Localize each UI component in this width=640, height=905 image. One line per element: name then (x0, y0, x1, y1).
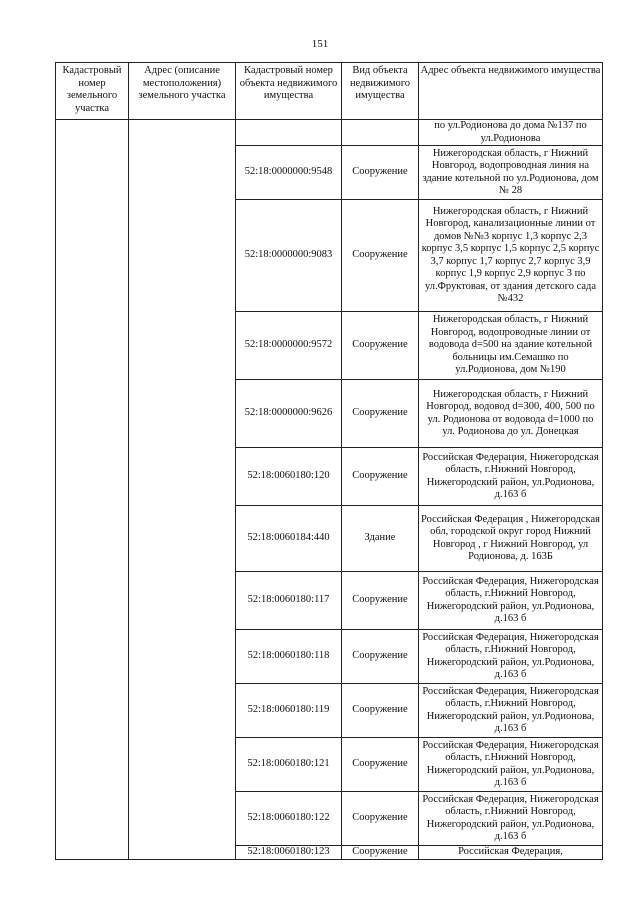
land-cadastral-cell (56, 120, 129, 860)
object-address-cell: Российская Федерация, Нижегородская область, г.Нижний Новгород, Нижегородский район, ул.Родионова, д.163 б (419, 684, 603, 738)
header-land-address: Адрес (описание местоположения) земельного участка (129, 63, 236, 120)
object-cadastral-cell: 52:18:0060180:121 (236, 738, 342, 792)
object-address-cell: Российская Федерация, Нижегородская область, г.Нижний Новгород, Нижегородский район, ул.Родионова, д.163 б (419, 448, 603, 506)
object-type-cell: Сооружение (342, 846, 419, 860)
object-type-cell: Сооружение (342, 738, 419, 792)
object-address-cell: Нижегородская область, г Нижний Новгород, канализационные линии от домов №№3 корпус 1,3 корпус 2,3 корпус 3,5 корпус 1,5 корпус 2,5 корпус 3,7 корпус 1,7 корпус 2,7 корпус 3,9 корпус 1,9 корпус 2,9 корпус 3 по ул.Фруктовая, от здания детского сада №432 (419, 200, 603, 312)
object-address-cell: Российская Федерация, (419, 846, 603, 860)
object-address-cell: Российская Федерация , Нижегородская обл, городской округ город Нижний Новгород , г Нижний Новгород, ул Родионова, д. 163Б (419, 506, 603, 572)
header-object-type: Вид объекта недвижимого имущества (342, 63, 419, 120)
object-cadastral-cell: 52:18:0000000:9572 (236, 312, 342, 380)
object-address-cell: Российская Федерация, Нижегородская область, г.Нижний Новгород, Нижегородский район, ул.Родионова, д.163 б (419, 572, 603, 630)
object-cadastral-cell: 52:18:0060180:117 (236, 572, 342, 630)
object-address-cell: Нижегородская область, г Нижний Новгород, водовод d=300, 400, 500 по ул. Родионова от водовода d=1000 по ул. Родионова до ул. Донецкая (419, 380, 603, 448)
object-type-cell (342, 120, 419, 146)
object-cadastral-cell: 52:18:0060180:119 (236, 684, 342, 738)
table-header-row (56, 63, 603, 120)
object-type-cell: Сооружение (342, 380, 419, 448)
table-row (56, 120, 603, 146)
object-type-cell: Сооружение (342, 630, 419, 684)
header-object-address: Адрес объекта недвижимого имущества (419, 63, 603, 120)
object-type-cell: Сооружение (342, 200, 419, 312)
object-address-cell: по ул.Родионова до дома №137 по ул.Родионова (419, 120, 603, 146)
object-cadastral-cell: 52:18:0060180:120 (236, 448, 342, 506)
property-table (55, 62, 603, 860)
table-body (56, 120, 603, 860)
land-address-cell (129, 120, 236, 860)
object-cadastral-cell: 52:18:0060180:123 (236, 846, 342, 860)
object-cadastral-cell: 52:18:0000000:9083 (236, 200, 342, 312)
object-cadastral-cell: 52:18:0000000:9626 (236, 380, 342, 448)
object-cadastral-cell (236, 120, 342, 146)
object-type-cell: Сооружение (342, 146, 419, 200)
page-number: 151 (311, 38, 329, 50)
header-land-cadastral: Кадастровый номер земельного участка (56, 63, 129, 120)
object-cadastral-cell: 52:18:0060184:440 (236, 506, 342, 572)
object-type-cell: Сооружение (342, 312, 419, 380)
object-address-cell: Российская Федерация, Нижегородская область, г.Нижний Новгород, Нижегородский район, ул.Родионова, д.163 б (419, 792, 603, 846)
object-address-cell: Российская Федерация, Нижегородская область, г.Нижний Новгород, Нижегородский район, ул.Родионова, д.163 б (419, 630, 603, 684)
object-type-cell: Сооружение (342, 684, 419, 738)
object-address-cell: Российская Федерация, Нижегородская область, г.Нижний Новгород, Нижегородский район, ул.Родионова, д.163 б (419, 738, 603, 792)
object-address-cell: Нижегородская область, г Нижний Новгород, водопроводные линии от водовода d=500 на здание котельной больницы им.Семашко по ул.Родионова, дом №190 (419, 312, 603, 380)
object-type-cell: Сооружение (342, 792, 419, 846)
object-type-cell: Здание (342, 506, 419, 572)
header-object-cadastral: Кадастровый номер объекта недвижимого имущества (236, 63, 342, 120)
object-cadastral-cell: 52:18:0000000:9548 (236, 146, 342, 200)
object-cadastral-cell: 52:18:0060180:118 (236, 630, 342, 684)
object-address-cell: Нижегородская область, г Нижний Новгород, водопроводная линия на здание котельной по ул.Родионова, дом № 28 (419, 146, 603, 200)
object-cadastral-cell: 52:18:0060180:122 (236, 792, 342, 846)
object-type-cell: Сооружение (342, 572, 419, 630)
object-type-cell: Сооружение (342, 448, 419, 506)
